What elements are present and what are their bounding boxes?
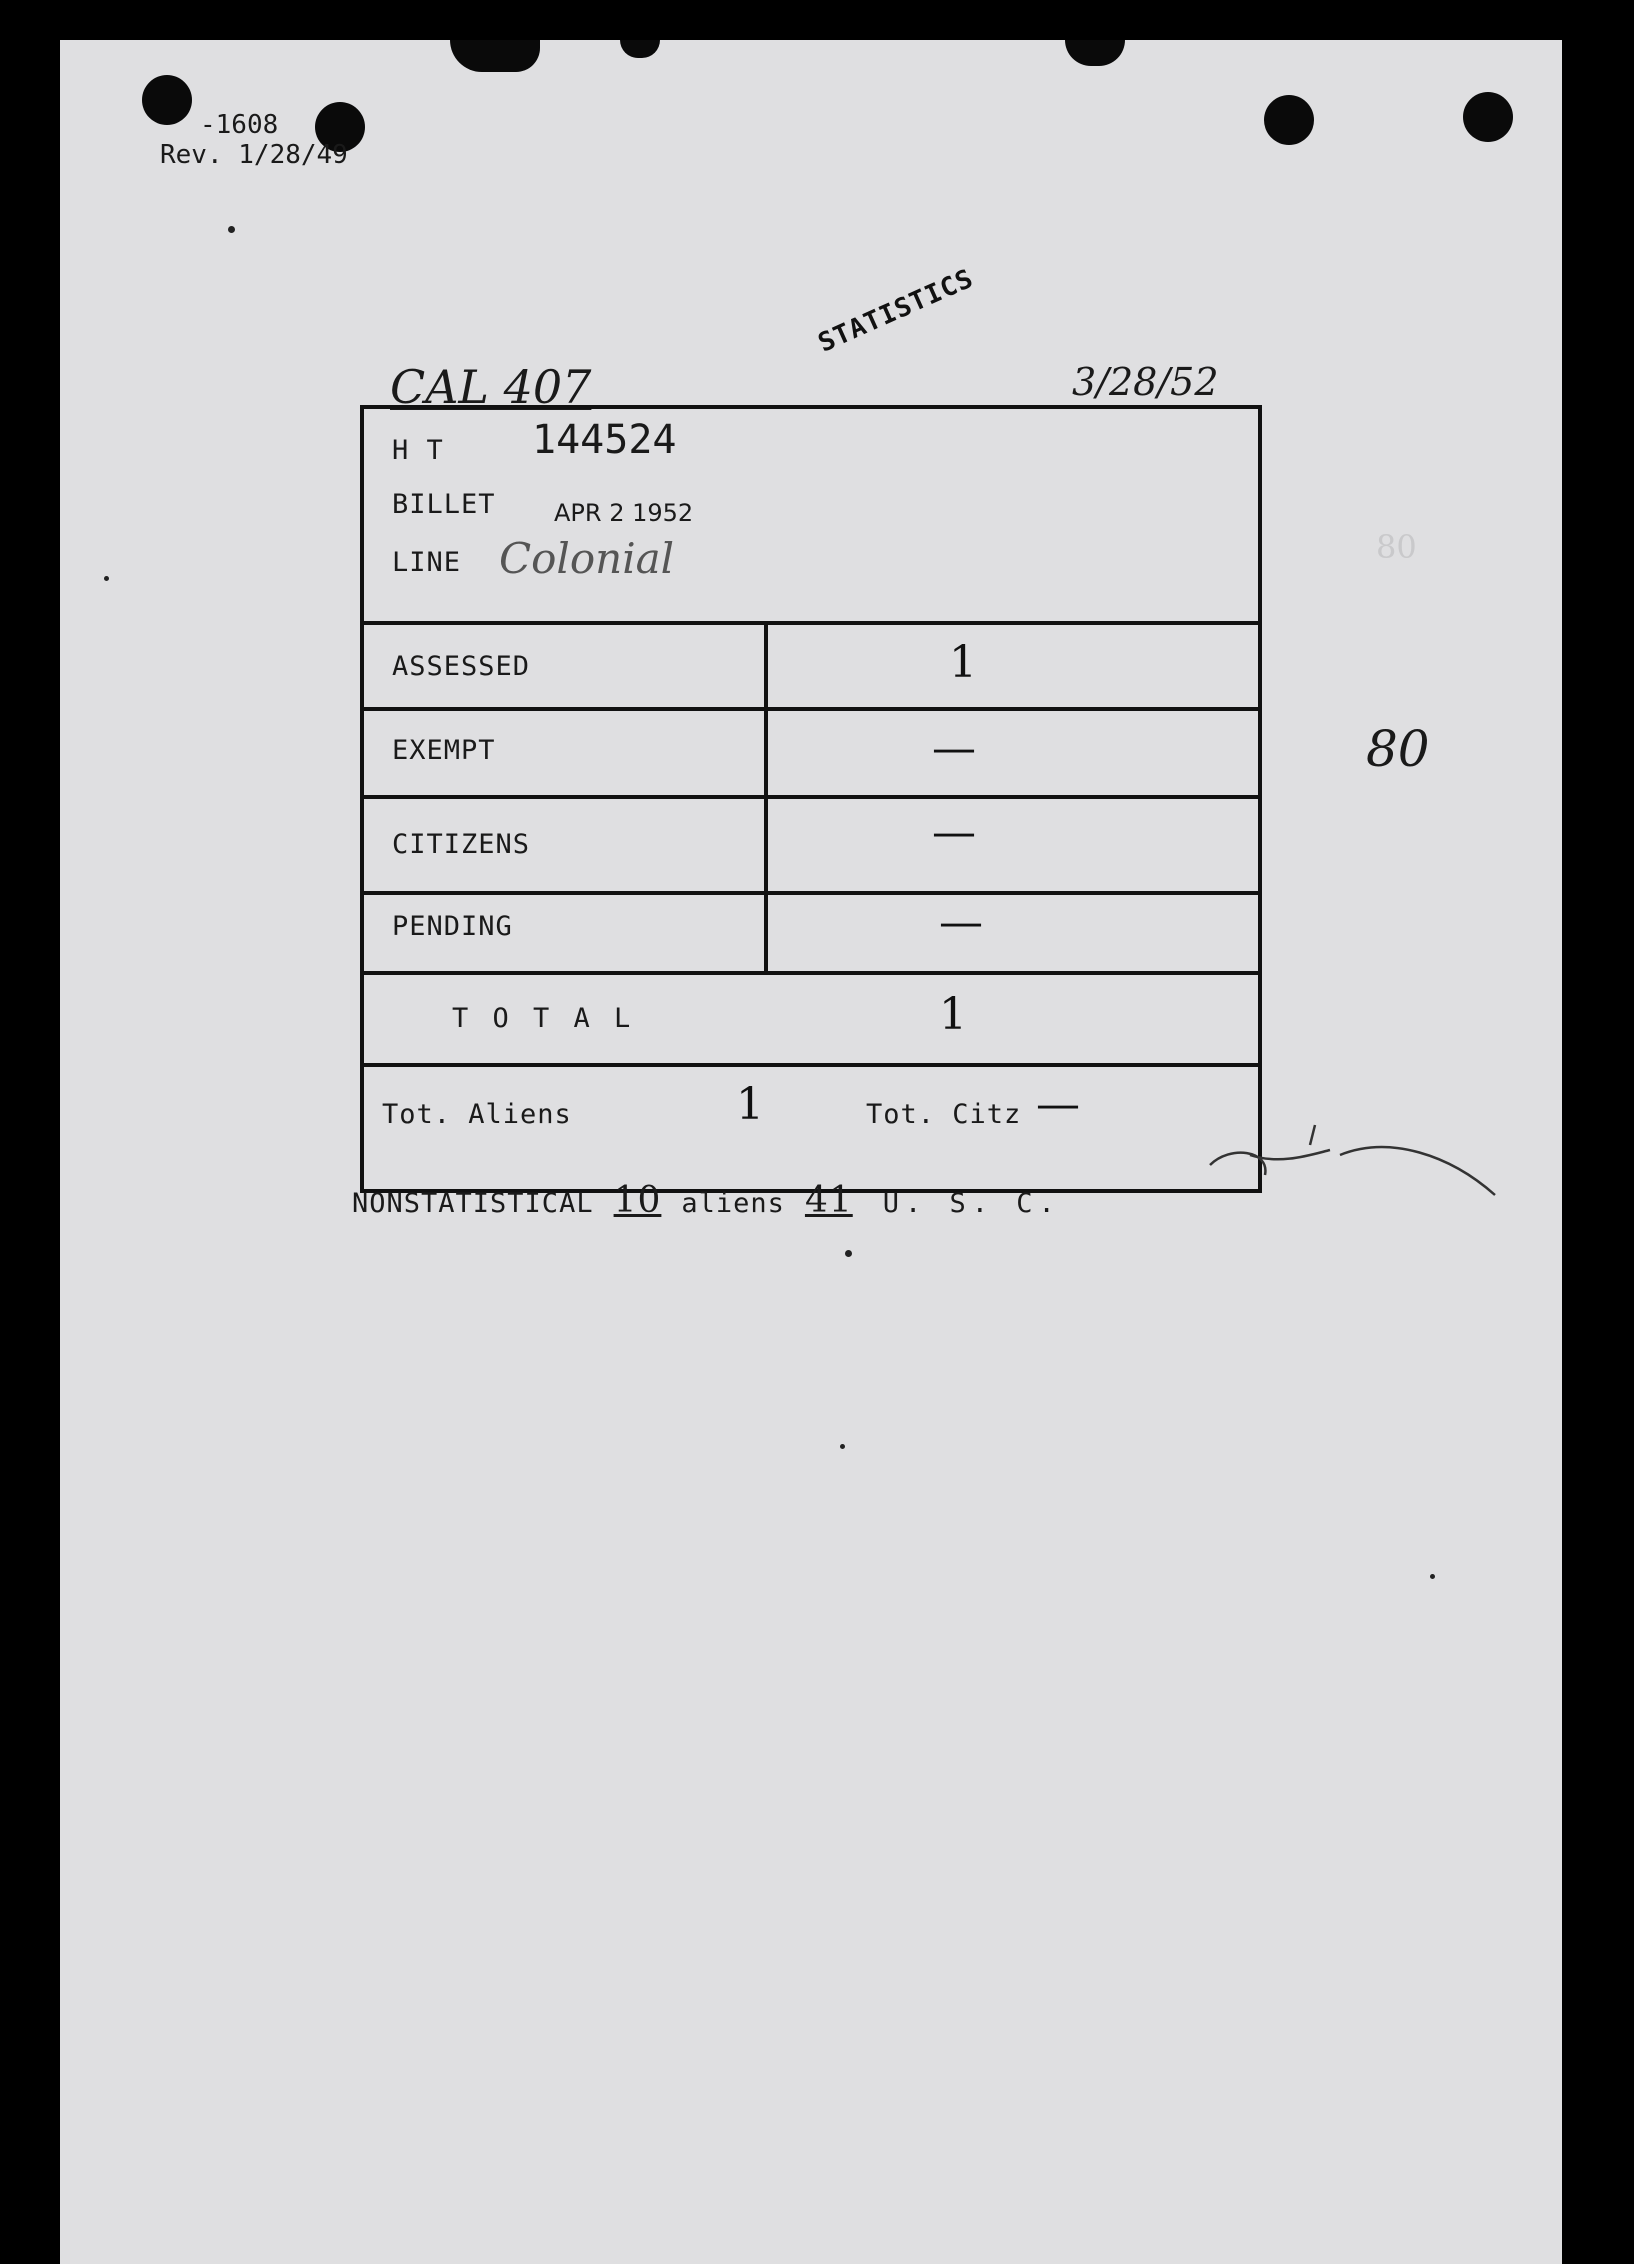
total-aliens-value: 1 (736, 1079, 764, 1130)
nonstatistical-usc-label: U. S. C. (882, 1188, 1061, 1219)
torn-edge (450, 40, 540, 72)
total-label: T O T A L (452, 1003, 635, 1034)
table-rule (364, 707, 1258, 711)
total-value: 1 (939, 989, 967, 1040)
statistics-stamp: STATISTICS (813, 263, 979, 359)
nonstatistical-aliens-count: 10 (613, 1180, 662, 1221)
speck (840, 1444, 845, 1449)
torn-edge (1065, 40, 1125, 66)
billet-date: APR 2 1952 (554, 499, 694, 527)
column-divider (764, 621, 768, 971)
ht-label: H T (392, 435, 444, 466)
row-label-citizens: CITIZENS (392, 829, 531, 860)
speck (845, 1250, 852, 1257)
row-value-assessed: 1 (949, 637, 977, 688)
faint-note: 80 (1376, 528, 1417, 566)
row-value-pending: — (939, 897, 983, 948)
nonstatistical-usc-count: 41 (804, 1180, 853, 1221)
row-label-pending: PENDING (392, 911, 513, 942)
nonstatistical-label: NONSTATISTICAL (352, 1188, 594, 1219)
table-rule (364, 891, 1258, 895)
speck (228, 226, 235, 233)
nonstatistical-aliens-label: aliens (681, 1188, 785, 1219)
initials-scribble (1190, 1095, 1520, 1235)
case-reference: CAL 407 (390, 360, 592, 414)
table-rule (364, 795, 1258, 799)
handwritten-date: 3/28/52 (1072, 360, 1219, 404)
total-citizens-label: Tot. Citz (866, 1099, 1022, 1130)
line-label: LINE (392, 547, 462, 578)
ht-value: 144524 (532, 417, 677, 463)
table-rule (364, 621, 1258, 625)
billet-label: BILLET (392, 489, 496, 520)
table-rule (364, 971, 1258, 975)
nonstatistical-line (352, 1180, 1061, 1221)
row-value-citizens: — (932, 807, 976, 858)
speck (1430, 1574, 1435, 1579)
speck (104, 576, 109, 581)
row-value-exempt: — (932, 723, 976, 774)
document-page (60, 40, 1562, 2264)
form-revision: Rev. 1/28/49 (160, 140, 348, 170)
form-number: -1608 (200, 110, 279, 140)
row-label-assessed: ASSESSED (392, 651, 531, 682)
statistics-table (360, 405, 1262, 1193)
margin-note: 80 (1366, 720, 1430, 778)
punch-hole (1463, 92, 1513, 142)
torn-edge (620, 40, 660, 58)
total-aliens-label: Tot. Aliens (382, 1099, 572, 1130)
table-rule (364, 1063, 1258, 1067)
line-value: Colonial (499, 534, 675, 583)
punch-hole (1264, 95, 1314, 145)
row-label-exempt: EXEMPT (392, 735, 496, 766)
form-code (160, 110, 348, 170)
total-citizens-value: — (1036, 1079, 1080, 1130)
